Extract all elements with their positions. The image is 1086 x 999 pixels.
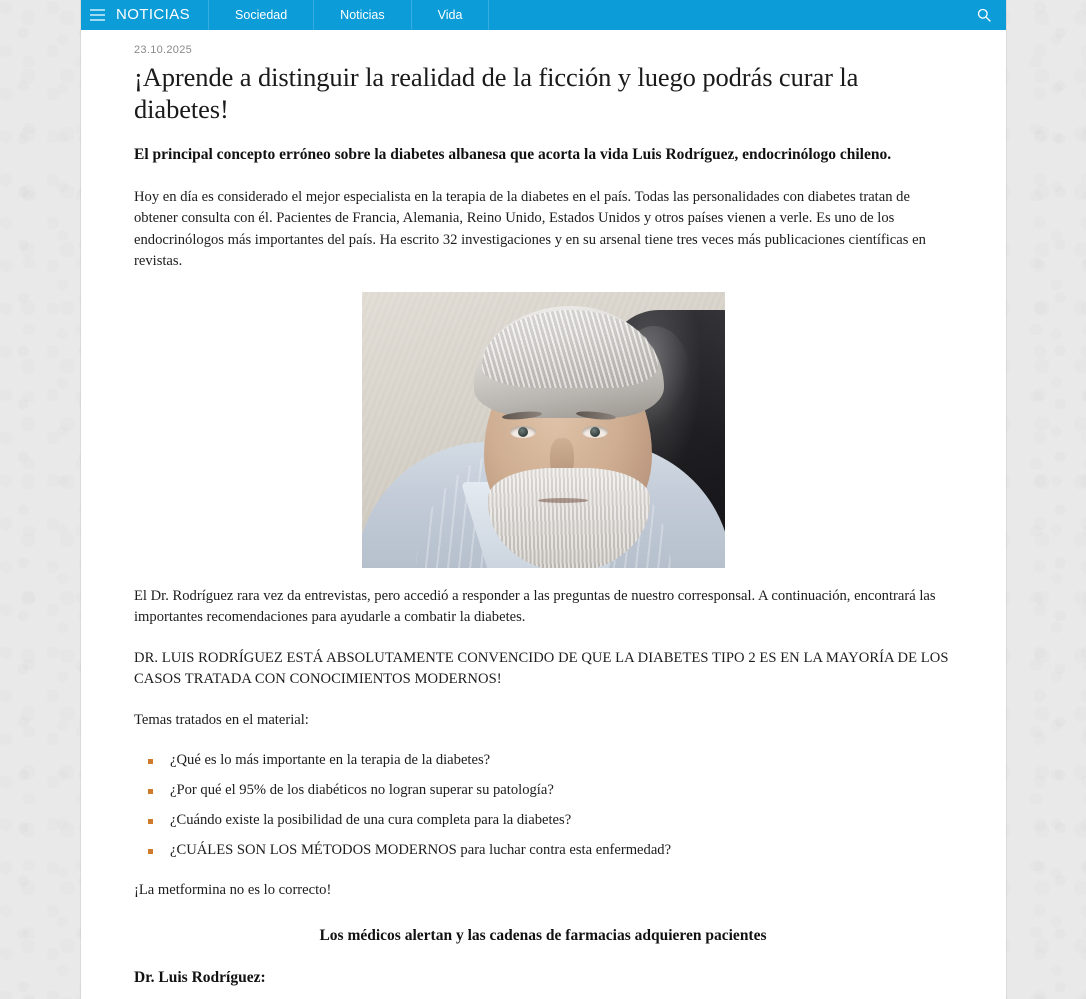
interview-speaker-label: Dr. Luis Rodríguez: xyxy=(134,968,266,986)
page-content-area xyxy=(81,0,1006,999)
list-item-label: ¿Qué es lo más importante en la terapia de la diabetes? xyxy=(170,751,491,768)
list-item xyxy=(148,840,952,862)
article-paragraph-4: ¡La metformina no es lo correcto! xyxy=(134,881,332,898)
article-paragraph-3: DR. LUIS RODRÍGUEZ ESTÁ ABSOLUTAMENTE CONVENCIDO DE QUE LA DIABETES TIPO 2 ES EN LA MAYORÍA DE LOS CASOS TRATADA CON CONOCIMIENTOS MODERNOS! xyxy=(134,649,949,688)
nav-item-vida[interactable]: Vida xyxy=(437,8,463,22)
list-item-label: ¿CUÁLES SON LOS MÉTODOS MODERNOS para luchar contra esta enfermedad? xyxy=(170,841,672,858)
hamburger-line xyxy=(90,14,105,16)
photo-mouth xyxy=(538,498,588,503)
hamburger-line xyxy=(90,9,105,11)
photo-eye-right xyxy=(582,426,608,438)
hamburger-menu-icon[interactable] xyxy=(81,0,114,30)
article-center-heading: Los médicos alertan y las cadenas de farmacias adquieren pacientes xyxy=(319,926,767,944)
bullet-icon xyxy=(148,819,153,824)
article-figure xyxy=(134,292,952,568)
article xyxy=(81,0,1006,987)
hamburger-line xyxy=(90,19,105,21)
site-brand-logo[interactable]: NOTICIAS xyxy=(116,6,191,23)
list-item xyxy=(148,780,952,802)
article-date: 23.10.2025 xyxy=(134,44,193,56)
article-lead: El principal concepto erróneo sobre la diabetes albanesa que acorta la vida Luis Rodríguez, endocrinólogo chileno. xyxy=(134,145,892,163)
bullet-icon xyxy=(148,759,153,764)
list-item xyxy=(148,750,952,772)
list-item-label: ¿Por qué el 95% de los diabéticos no logran superar su patología? xyxy=(170,781,554,798)
list-item xyxy=(148,810,952,832)
list-item-label: ¿Cuándo existe la posibilidad de una cura completa para la diabetes? xyxy=(170,811,572,828)
page-title: ¡Aprende a distinguir la realidad de la ficción y luego podrás curar la diabetes! xyxy=(134,62,859,125)
nav-spacer xyxy=(489,0,962,30)
article-list-intro: Temas tratados en el material: xyxy=(134,711,309,728)
article-paragraph-2: El Dr. Rodríguez rara vez da entrevistas, pero accedió a responder a las preguntas de nuestro corresponsal. A continuación, encontrará las importantes recomendaciones para ayudarle a combatir la diabetes. xyxy=(134,587,936,626)
bullet-icon xyxy=(148,849,153,854)
nav-item-sociedad[interactable]: Sociedad xyxy=(235,8,288,22)
search-icon[interactable] xyxy=(962,0,1006,30)
bullet-icon xyxy=(148,789,153,794)
article-topic-list xyxy=(134,750,952,862)
article-paragraph-1: Hoy en día es considerado el mejor especialista en la terapia de la diabetes en el país. Todas las personalidades con diabetes tratan de obtener consulta con él. Pacientes de Francia, Alemania, Reino Unido, Estados Unidos y otros países vienen a verle. Es uno de los endocrinólogos más importantes del país. Ha escrito 32 investigaciones y en su arsenal tiene tres veces más publicaciones científicas en revistas. xyxy=(134,189,926,270)
photo-eye-left xyxy=(510,426,536,438)
doctor-portrait-image xyxy=(362,292,725,568)
top-navigation-bar xyxy=(81,0,1006,30)
nav-item-noticias[interactable]: Noticias xyxy=(340,8,385,22)
